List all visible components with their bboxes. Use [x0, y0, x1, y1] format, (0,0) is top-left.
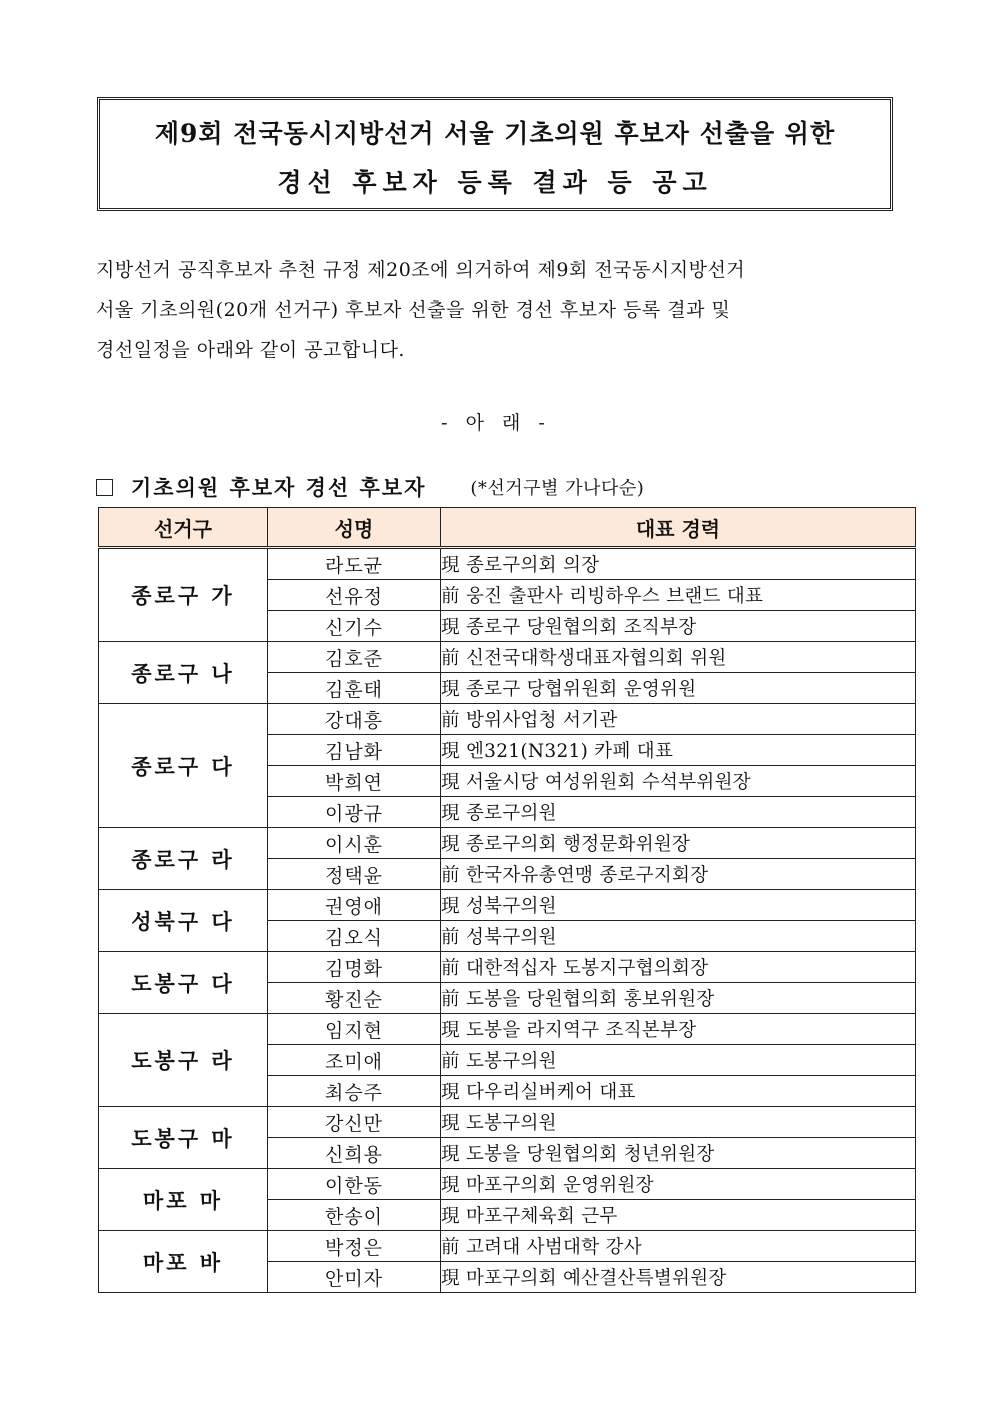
candidate-table-body: [99, 548, 916, 1293]
candidate-name-cell: 김남화: [268, 735, 441, 766]
candidate-name-cell: 이시훈: [268, 828, 441, 859]
candidate-name-cell: 안미자: [268, 1262, 441, 1293]
candidate-career-cell: 現 다우리실버케어 대표: [441, 1076, 916, 1107]
candidate-name-cell: 최승주: [268, 1076, 441, 1107]
table-row: [99, 1107, 916, 1138]
candidate-career-cell: 現 도봉구의원: [441, 1107, 916, 1138]
candidate-career-cell: 現 마포구의회 운영위원장: [441, 1169, 916, 1200]
intro-line: 경선일정을 아래와 같이 공고합니다.: [96, 339, 405, 361]
intro-paragraph: [96, 250, 896, 370]
table-row: [99, 548, 916, 580]
candidate-career-cell: 前 고려대 사범대학 강사: [441, 1231, 916, 1262]
checkbox-icon: [96, 479, 113, 496]
candidate-career-cell: 現 종로구의회 의장: [441, 548, 916, 580]
candidate-name-cell: 라도균: [268, 548, 441, 580]
table-row: [99, 1231, 916, 1262]
header-career: 대표 경력: [441, 508, 916, 548]
candidate-table: [98, 507, 916, 1293]
district-cell: 종로구 가: [99, 548, 268, 642]
district-cell: 도봉구 다: [99, 952, 268, 1014]
candidate-name-cell: 이한동: [268, 1169, 441, 1200]
candidate-name-cell: 권영애: [268, 890, 441, 921]
candidate-career-cell: 前 신전국대학생대표자협의회 위원: [441, 642, 916, 673]
district-cell: 성북구 다: [99, 890, 268, 952]
district-cell: 종로구 다: [99, 704, 268, 828]
table-header-row: [99, 508, 916, 548]
district-cell: 도봉구 라: [99, 1014, 268, 1107]
table-row: [99, 828, 916, 859]
candidate-name-cell: 김호준: [268, 642, 441, 673]
notice-title-box: [97, 97, 893, 211]
candidate-name-cell: 선유정: [268, 580, 441, 611]
table-row: [99, 1169, 916, 1200]
candidate-career-cell: 現 서울시당 여성위원회 수석부위원장: [441, 766, 916, 797]
intro-line: 서울 기초의원(20개 선거구) 후보자 선출을 위한 경선 후보자 등록 결과 및: [96, 299, 731, 321]
district-cell: 종로구 나: [99, 642, 268, 704]
header-district: 선거구: [99, 508, 268, 548]
candidate-career-cell: 前 도봉을 당원협의회 홍보위원장: [441, 983, 916, 1014]
section-heading: [96, 472, 644, 502]
candidate-career-cell: 現 마포구의회 예산결산특별위원장: [441, 1262, 916, 1293]
candidate-name-cell: 강신만: [268, 1107, 441, 1138]
candidate-name-cell: 신기수: [268, 611, 441, 642]
candidate-career-cell: 現 종로구의원: [441, 797, 916, 828]
table-row: [99, 642, 916, 673]
district-cell: 도봉구 마: [99, 1107, 268, 1169]
candidate-career-cell: 現 성북구의원: [441, 890, 916, 921]
district-cell: 종로구 라: [99, 828, 268, 890]
table-row: [99, 952, 916, 983]
candidate-career-cell: 前 도봉구의원: [441, 1045, 916, 1076]
district-cell: 마포 바: [99, 1231, 268, 1293]
candidate-name-cell: 신희용: [268, 1138, 441, 1169]
notice-title-line-2: 경선 후보자 등록 결과 등 공고: [277, 168, 713, 197]
candidate-name-cell: 김명화: [268, 952, 441, 983]
district-cell: 마포 마: [99, 1169, 268, 1231]
candidate-career-cell: 前 성북구의원: [441, 921, 916, 952]
candidate-name-cell: 임지현: [268, 1014, 441, 1045]
candidate-name-cell: 김훈태: [268, 673, 441, 704]
candidate-career-cell: 前 웅진 출판사 리빙하우스 브랜드 대표: [441, 580, 916, 611]
table-row: [99, 890, 916, 921]
candidate-name-cell: 이광규: [268, 797, 441, 828]
candidate-career-cell: 現 엔321(N321) 카페 대표: [441, 735, 916, 766]
candidate-name-cell: 김오식: [268, 921, 441, 952]
candidate-career-cell: 前 대한적십자 도봉지구협의회장: [441, 952, 916, 983]
candidate-career-cell: 現 종로구의회 행정문화위원장: [441, 828, 916, 859]
candidate-name-cell: 황진순: [268, 983, 441, 1014]
candidate-name-cell: 박정은: [268, 1231, 441, 1262]
candidate-name-cell: 한송이: [268, 1200, 441, 1231]
table-row: [99, 704, 916, 735]
section-note: (*선거구별 가나다순): [470, 478, 645, 499]
notice-title-line-1: 제9회 전국동시지방선거 서울 기초의원 후보자 선출을 위한: [154, 119, 836, 148]
candidate-career-cell: 現 도봉을 라지역구 조직본부장: [441, 1014, 916, 1045]
table-row: [99, 1014, 916, 1045]
candidate-name-cell: 정택윤: [268, 859, 441, 890]
section-divider: - 아 래 -: [441, 412, 551, 434]
candidate-name-cell: 조미애: [268, 1045, 441, 1076]
candidate-career-cell: 前 방위사업청 서기관: [441, 704, 916, 735]
candidate-career-cell: 現 종로구 당협위원회 운영위원: [441, 673, 916, 704]
candidate-career-cell: 現 종로구 당원협의회 조직부장: [441, 611, 916, 642]
candidate-career-cell: 前 한국자유총연맹 종로구지회장: [441, 859, 916, 890]
section-title: 기초의원 후보자 경선 후보자: [131, 475, 427, 500]
candidate-career-cell: 現 도봉을 당원협의회 청년위원장: [441, 1138, 916, 1169]
header-name: 성명: [268, 508, 441, 548]
candidate-name-cell: 강대흥: [268, 704, 441, 735]
candidate-name-cell: 박희연: [268, 766, 441, 797]
intro-line: 지방선거 공직후보자 추천 규정 제20조에 의거하여 제9회 전국동시지방선거: [96, 259, 746, 281]
candidate-career-cell: 現 마포구체육회 근무: [441, 1200, 916, 1231]
